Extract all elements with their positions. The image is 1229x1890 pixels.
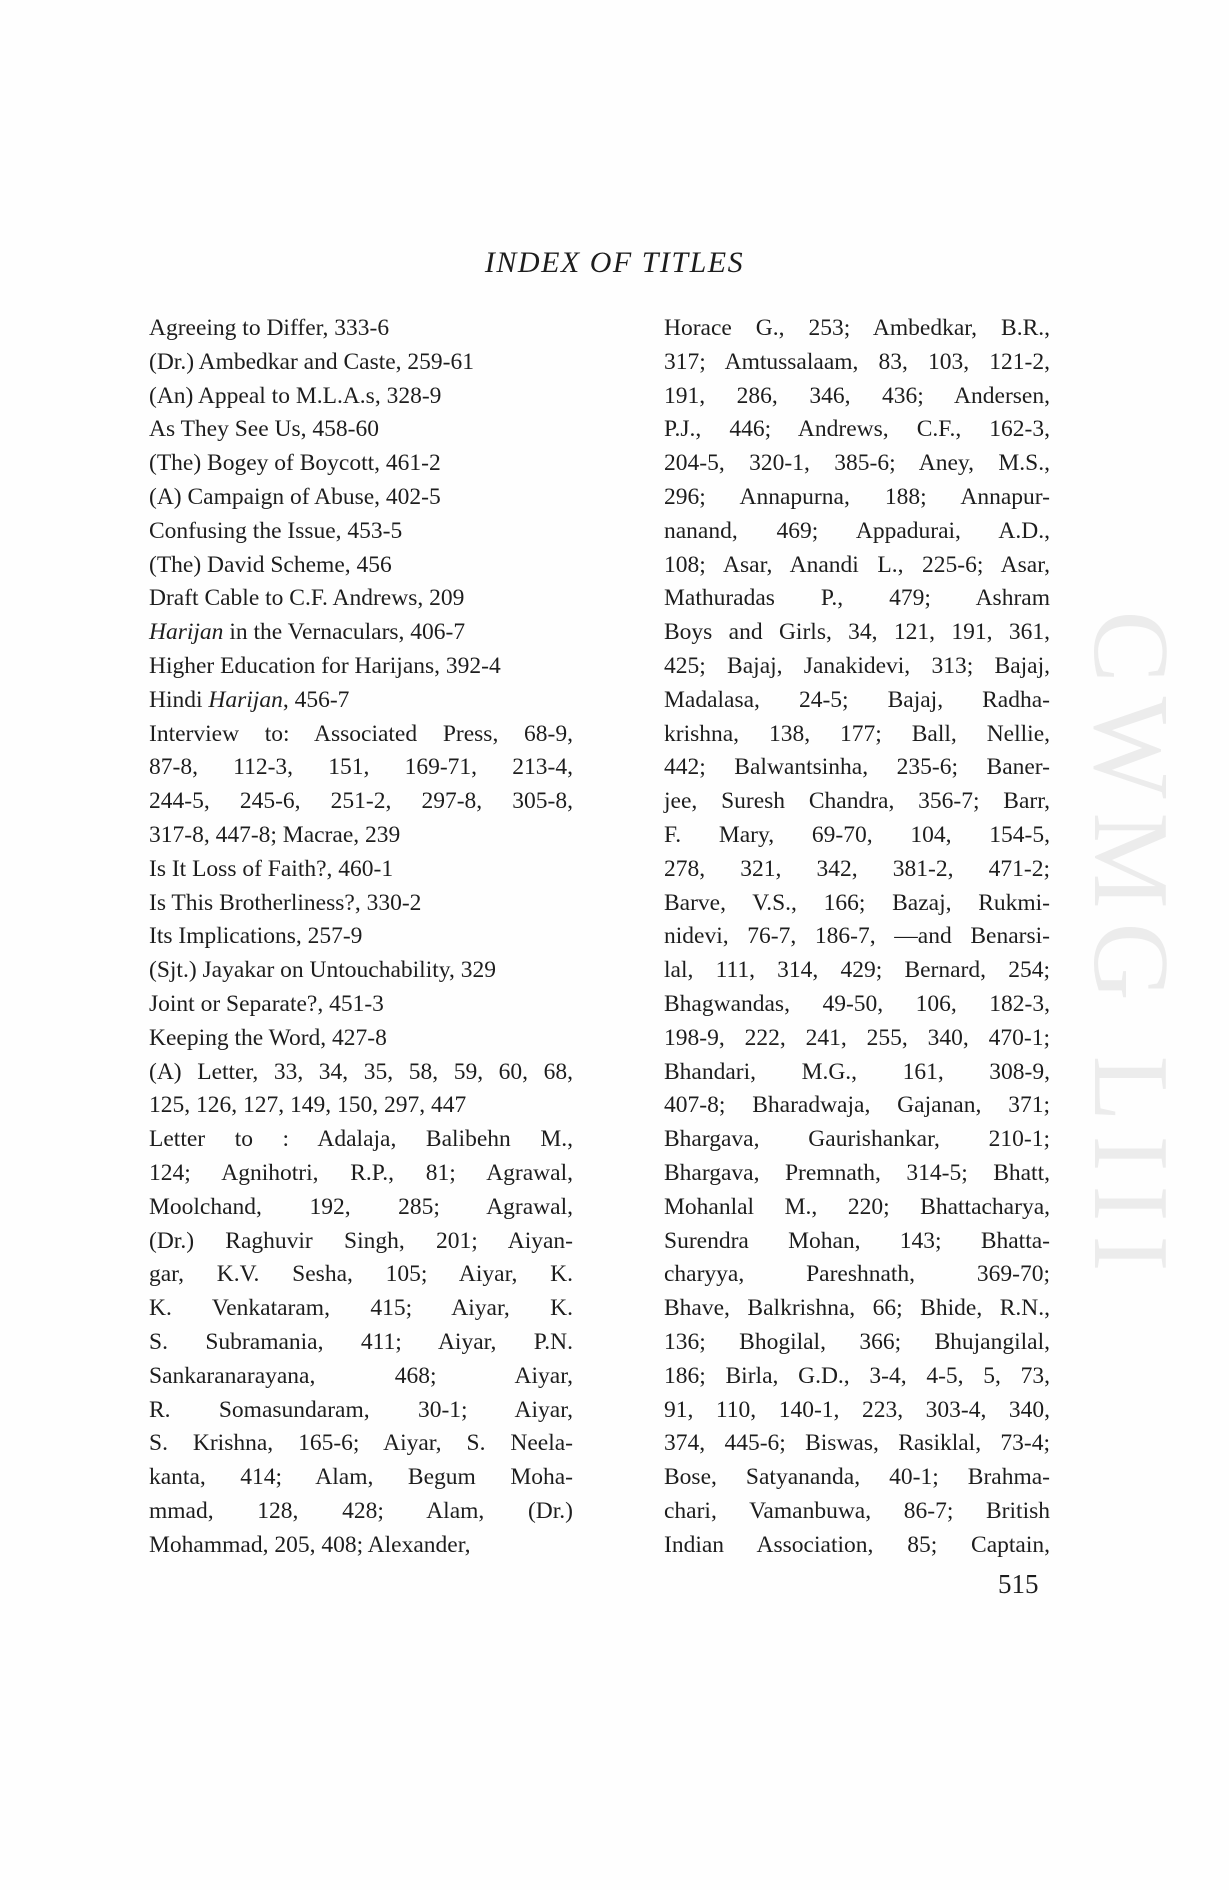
index-entry: [149, 954, 573, 988]
page-number: 515: [998, 1569, 1039, 1599]
index-entry: [149, 650, 573, 684]
index-continuation-line: 296; Annapurna, 188; Annapur-: [664, 483, 1050, 510]
index-entry: [149, 447, 573, 481]
index-continuation-line: 136; Bhogilal, 366; Bhujangilal,: [664, 1328, 1050, 1355]
index-entry-line: mmad, 128, 428; Alam, (Dr.): [149, 1497, 573, 1524]
index-continuation-line: Bose, Satyananda, 40-1; Brahma-: [664, 1464, 1050, 1491]
index-continuation-line: 442; Balwantsinha, 235-6; Baner-: [664, 754, 1050, 781]
index-entry: [149, 481, 573, 515]
index-continuation-line: Surendra Mohan, 143; Bhatta-: [664, 1227, 1050, 1254]
index-entry: [149, 887, 573, 921]
index-entry: [149, 549, 573, 583]
index-continuation-line: nanand, 469; Appadurai, A.D.,: [664, 517, 1050, 544]
entry-italic-title: Harijan: [149, 619, 224, 646]
index-continuation-line: nidevi, 76-7, 186-7, —and Benarsi-: [664, 923, 1050, 950]
index-continuation-line: Bhave, Balkrishna, 66; Bhide, R.N.,: [664, 1295, 1050, 1322]
entry-rest: in the Vernaculars, 406-7: [223, 619, 466, 646]
index-entry-line: kanta, 414; Alam, Begum Moha-: [149, 1464, 573, 1491]
index-continuation-line: Bhargava, Premnath, 314-5; Bhatt,: [664, 1159, 1050, 1186]
index-entry: [149, 1056, 573, 1124]
index-entry: [149, 582, 573, 616]
index-entry-line: S. Krishna, 165-6; Aiyar, S. Neela-: [149, 1430, 573, 1457]
index-entry: [149, 1123, 573, 1562]
index-entry: [149, 718, 573, 853]
index-continuation-line: Barve, V.S., 166; Bazaj, Rukmi-: [664, 889, 1050, 916]
watermark: [1070, 508, 1190, 1388]
index-continuation-line: Indian Association, 85; Captain,: [664, 1531, 1050, 1558]
index-entry-line: Moolchand, 192, 285; Agrawal,: [149, 1193, 573, 1220]
index-entry-line: Keeping the Word, 427-8: [149, 1024, 387, 1051]
index-continuation-line: Bhargava, Gaurishankar, 210-1;: [664, 1126, 1050, 1153]
index-continuation-line: jee, Suresh Chandra, 356-7; Barr,: [664, 788, 1050, 815]
index-entry-line: 244-5, 245-6, 251-2, 297-8, 305-8,: [149, 788, 573, 815]
index-continuation-line: krishna, 138, 177; Ball, Nellie,: [664, 720, 1050, 747]
index-entry-line: gar, K.V. Sesha, 105; Aiyar, K.: [149, 1261, 573, 1288]
index-continuation-line: 91, 110, 140-1, 223, 303-4, 340,: [664, 1396, 1050, 1423]
index-entry-line: (The) Bogey of Boycott, 461-2: [149, 450, 441, 477]
index-entry-line: Letter to : Adalaja, Balibehn M.,: [149, 1126, 573, 1153]
index-entry: [149, 616, 573, 650]
entry-italic-title: Harijan: [208, 686, 283, 713]
index-entry-line: Sankaranarayana, 468; Aiyar,: [149, 1362, 573, 1389]
index-entry-line: (A) Campaign of Abuse, 402-5: [149, 483, 441, 510]
index-entry: [149, 920, 573, 954]
entry-rest: , 456-7: [282, 686, 350, 713]
index-entry: [149, 684, 573, 718]
index-continuation-line: 186; Birla, G.D., 3-4, 4-5, 5, 73,: [664, 1362, 1050, 1389]
index-entry-line: Agreeing to Differ, 333-6: [149, 315, 390, 341]
index-entry-line: (An) Appeal to M.L.A.s, 328-9: [149, 382, 442, 409]
index-continuation-line: F. Mary, 69-70, 104, 154-5,: [664, 821, 1050, 848]
index-continuation-line: Bhagwandas, 49-50, 106, 182-3,: [664, 990, 1050, 1017]
index-entry-line: Draft Cable to C.F. Andrews, 209: [149, 585, 465, 612]
index-entry-line: [149, 616, 573, 650]
index-entry: [149, 312, 573, 346]
index-entry: [149, 988, 573, 1022]
index-entry-line: Joint or Separate?, 451-3: [149, 990, 384, 1017]
index-entry-line: (Sjt.) Jayakar on Untouchability, 329: [149, 957, 496, 984]
index-continuation-line: 278, 321, 342, 381-2, 471-2;: [664, 855, 1050, 882]
index-entry: [149, 853, 573, 887]
index-entry-line: 317-8, 447-8; Macrae, 239: [149, 821, 401, 848]
index-continuation-line: Boys and Girls, 34, 121, 191, 361,: [664, 619, 1050, 646]
index-entry-line: [149, 684, 573, 718]
index-continuation-line: Mathuradas P., 479; Ashram: [664, 585, 1050, 612]
index-entry-line: 124; Agnihotri, R.P., 81; Agrawal,: [149, 1159, 573, 1186]
index-entry: [149, 346, 573, 380]
index-entry-line: (Dr.) Ambedkar and Caste, 259-61: [149, 348, 475, 375]
index-continuation-line: P.J., 446; Andrews, C.F., 162-3,: [664, 416, 1050, 443]
index-entry: [149, 1022, 573, 1056]
index-entry-line: Is This Brotherliness?, 330-2: [149, 889, 422, 916]
index-entry-line: As They See Us, 458-60: [149, 416, 379, 443]
index-continuation-line: 198-9, 222, 241, 255, 340, 470-1;: [664, 1024, 1050, 1051]
index-entry: [149, 380, 573, 414]
page-title: INDEX OF TITLES: [484, 246, 745, 279]
index-entry-line: Higher Education for Harijans, 392-4: [149, 652, 501, 679]
index-entry-line: 87-8, 112-3, 151, 169-71, 213-4,: [149, 754, 573, 781]
index-entry-line: (A) Letter, 33, 34, 35, 58, 59, 60, 68,: [149, 1058, 573, 1085]
index-entry-line: 125, 126, 127, 149, 150, 297, 447: [149, 1092, 467, 1119]
index-entry-line: Interview to: Associated Press, 68-9,: [149, 720, 573, 747]
index-entry: [149, 413, 573, 447]
index-continuation-line: charyya, Pareshnath, 369-70;: [664, 1261, 1050, 1288]
index-continuation-line: 317; Amtussalaam, 83, 103, 121-2,: [664, 348, 1050, 375]
index-continuation-line: Horace G., 253; Ambedkar, B.R.,: [664, 315, 1050, 341]
index-entry-line: (The) David Scheme, 456: [149, 551, 392, 578]
index-continuation-line: 191, 286, 346, 436; Andersen,: [664, 382, 1050, 409]
left-column: [149, 312, 573, 1562]
index-continuation-line: 108; Asar, Anandi L., 225-6; Asar,: [664, 551, 1050, 578]
watermark-text: CWMG LIII: [1071, 610, 1190, 1286]
index-continuation-line: 407-8; Bharadwaja, Gajanan, 371;: [664, 1092, 1050, 1119]
index-entry-line: Mohammad, 205, 408; Alexander,: [149, 1531, 471, 1558]
entry-prefix: Hindi: [149, 686, 209, 713]
index-entry-line: Is It Loss of Faith?, 460-1: [149, 855, 394, 882]
index-entry-line: Confusing the Issue, 453-5: [149, 517, 403, 544]
index-continuation-line: 425; Bajaj, Janakidevi, 313; Bajaj,: [664, 652, 1050, 679]
index-entry-line: S. Subramania, 411; Aiyar, P.N.: [149, 1328, 573, 1355]
index-entry-line: R. Somasundaram, 30-1; Aiyar,: [149, 1396, 573, 1423]
index-entry: [149, 515, 573, 549]
index-continuation-line: lal, 111, 314, 429; Bernard, 254;: [664, 957, 1050, 984]
index-continuation-line: 374, 445-6; Biswas, Rasiklal, 73-4;: [664, 1430, 1050, 1457]
index-entry-line: K. Venkataram, 415; Aiyar, K.: [149, 1295, 573, 1322]
index-continuation-line: Bhandari, M.G., 161, 308-9,: [664, 1058, 1050, 1085]
index-continuation-line: chari, Vamanbuwa, 86-7; British: [664, 1497, 1050, 1524]
index-continuation-line: 204-5, 320-1, 385-6; Aney, M.S.,: [664, 450, 1050, 477]
right-column: [664, 312, 1050, 1562]
index-entry-line: Its Implications, 257-9: [149, 923, 363, 950]
index-entry-line: (Dr.) Raghuvir Singh, 201; Aiyan-: [149, 1227, 573, 1254]
index-continuation-line: Madalasa, 24-5; Bajaj, Radha-: [664, 686, 1050, 713]
index-continuation-line: Mohanlal M., 220; Bhattacharya,: [664, 1193, 1050, 1220]
